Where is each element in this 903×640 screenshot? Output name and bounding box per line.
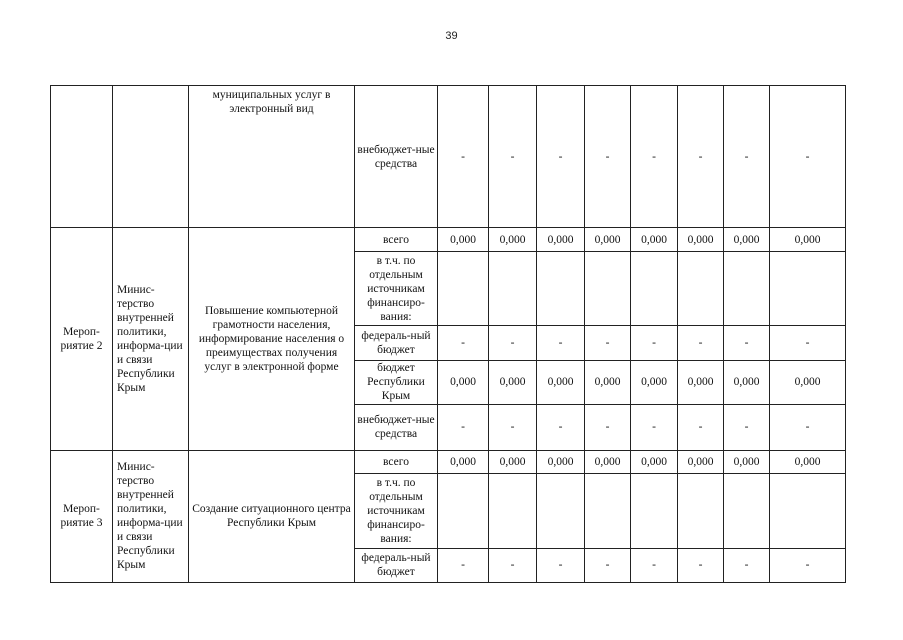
- value-cell: -: [489, 86, 537, 228]
- value-cell: [489, 473, 537, 548]
- executor-cell: Минис-терство внутренней политики, информа-ции и связи Республики Крым: [113, 450, 189, 582]
- value-cell: 0,000: [678, 450, 724, 473]
- value-cell: -: [537, 405, 585, 450]
- value-cell: [537, 473, 585, 548]
- value-cell: [489, 251, 537, 326]
- value-cell: -: [724, 326, 770, 360]
- value-cell: -: [438, 326, 489, 360]
- table-row: [51, 228, 846, 251]
- value-cell: [631, 473, 678, 548]
- value-cell: [678, 473, 724, 548]
- funding-source-cell: всего: [355, 228, 438, 251]
- value-cell: -: [438, 548, 489, 582]
- funding-source-cell: федераль-ный бюджет: [355, 548, 438, 582]
- value-cell: -: [537, 326, 585, 360]
- value-cell: -: [678, 86, 724, 228]
- value-cell: -: [678, 548, 724, 582]
- value-cell: [770, 251, 846, 326]
- funding-source-cell: всего: [355, 450, 438, 473]
- value-cell: -: [770, 548, 846, 582]
- funding-source-cell: внебюджет-ные средства: [355, 86, 438, 228]
- value-cell: -: [537, 86, 585, 228]
- value-cell: 0,000: [724, 228, 770, 251]
- value-cell: -: [489, 548, 537, 582]
- value-cell: -: [585, 326, 631, 360]
- value-cell: 0,000: [438, 360, 489, 404]
- value-cell: -: [537, 548, 585, 582]
- value-cell: [438, 473, 489, 548]
- value-cell: -: [724, 405, 770, 450]
- table-row: [51, 86, 846, 228]
- description-cell: муниципальных услуг в электронный вид: [189, 86, 355, 228]
- funding-source-cell: внебюджет-ные средства: [355, 405, 438, 450]
- value-cell: [438, 251, 489, 326]
- description-cell: Повышение компьютерной грамотности населения, информирование населения о преимуществах получения услуг в электронной форме: [189, 228, 355, 450]
- value-cell: 0,000: [631, 360, 678, 404]
- description-cell: Создание ситуационного центра Республики Крым: [189, 450, 355, 582]
- value-cell: 0,000: [770, 360, 846, 404]
- value-cell: 0,000: [585, 228, 631, 251]
- value-cell: [585, 251, 631, 326]
- value-cell: 0,000: [724, 360, 770, 404]
- value-cell: 0,000: [537, 360, 585, 404]
- value-cell: 0,000: [770, 228, 846, 251]
- value-cell: 0,000: [631, 450, 678, 473]
- value-cell: 0,000: [489, 360, 537, 404]
- value-cell: -: [631, 86, 678, 228]
- value-cell: 0,000: [489, 450, 537, 473]
- event-name-cell: [51, 86, 113, 228]
- table-row: [51, 450, 846, 473]
- value-cell: 0,000: [489, 228, 537, 251]
- value-cell: 0,000: [585, 360, 631, 404]
- value-cell: 0,000: [770, 450, 846, 473]
- funding-source-cell: федераль-ный бюджет: [355, 326, 438, 360]
- value-cell: 0,000: [724, 450, 770, 473]
- executor-cell: [113, 86, 189, 228]
- value-cell: [585, 473, 631, 548]
- value-cell: -: [678, 405, 724, 450]
- value-cell: -: [770, 405, 846, 450]
- value-cell: -: [678, 326, 724, 360]
- financing-table: [50, 85, 846, 583]
- value-cell: -: [724, 548, 770, 582]
- value-cell: [537, 251, 585, 326]
- value-cell: [770, 473, 846, 548]
- value-cell: -: [770, 326, 846, 360]
- executor-cell: Минис-терство внутренней политики, информа-ции и связи Республики Крым: [113, 228, 189, 450]
- value-cell: 0,000: [438, 228, 489, 251]
- value-cell: [631, 251, 678, 326]
- value-cell: 0,000: [438, 450, 489, 473]
- event-name-cell: Мероп-риятие 3: [51, 450, 113, 582]
- value-cell: -: [489, 326, 537, 360]
- value-cell: -: [631, 548, 678, 582]
- value-cell: 0,000: [585, 450, 631, 473]
- value-cell: 0,000: [537, 228, 585, 251]
- value-cell: -: [724, 86, 770, 228]
- value-cell: -: [585, 86, 631, 228]
- value-cell: -: [770, 86, 846, 228]
- funding-source-cell: в т.ч. по отдельным источникам финансиро-вания:: [355, 251, 438, 326]
- value-cell: 0,000: [678, 360, 724, 404]
- funding-source-cell: в т.ч. по отдельным источникам финансиро-вания:: [355, 473, 438, 548]
- value-cell: [724, 251, 770, 326]
- value-cell: -: [585, 548, 631, 582]
- value-cell: 0,000: [537, 450, 585, 473]
- value-cell: [724, 473, 770, 548]
- value-cell: -: [489, 405, 537, 450]
- value-cell: [678, 251, 724, 326]
- value-cell: 0,000: [631, 228, 678, 251]
- value-cell: -: [438, 405, 489, 450]
- value-cell: -: [438, 86, 489, 228]
- value-cell: -: [631, 405, 678, 450]
- value-cell: -: [585, 405, 631, 450]
- value-cell: 0,000: [678, 228, 724, 251]
- value-cell: -: [631, 326, 678, 360]
- funding-source-cell: бюджет Республики Крым: [355, 360, 438, 404]
- page-number: 39: [445, 30, 458, 42]
- event-name-cell: Мероп-риятие 2: [51, 228, 113, 450]
